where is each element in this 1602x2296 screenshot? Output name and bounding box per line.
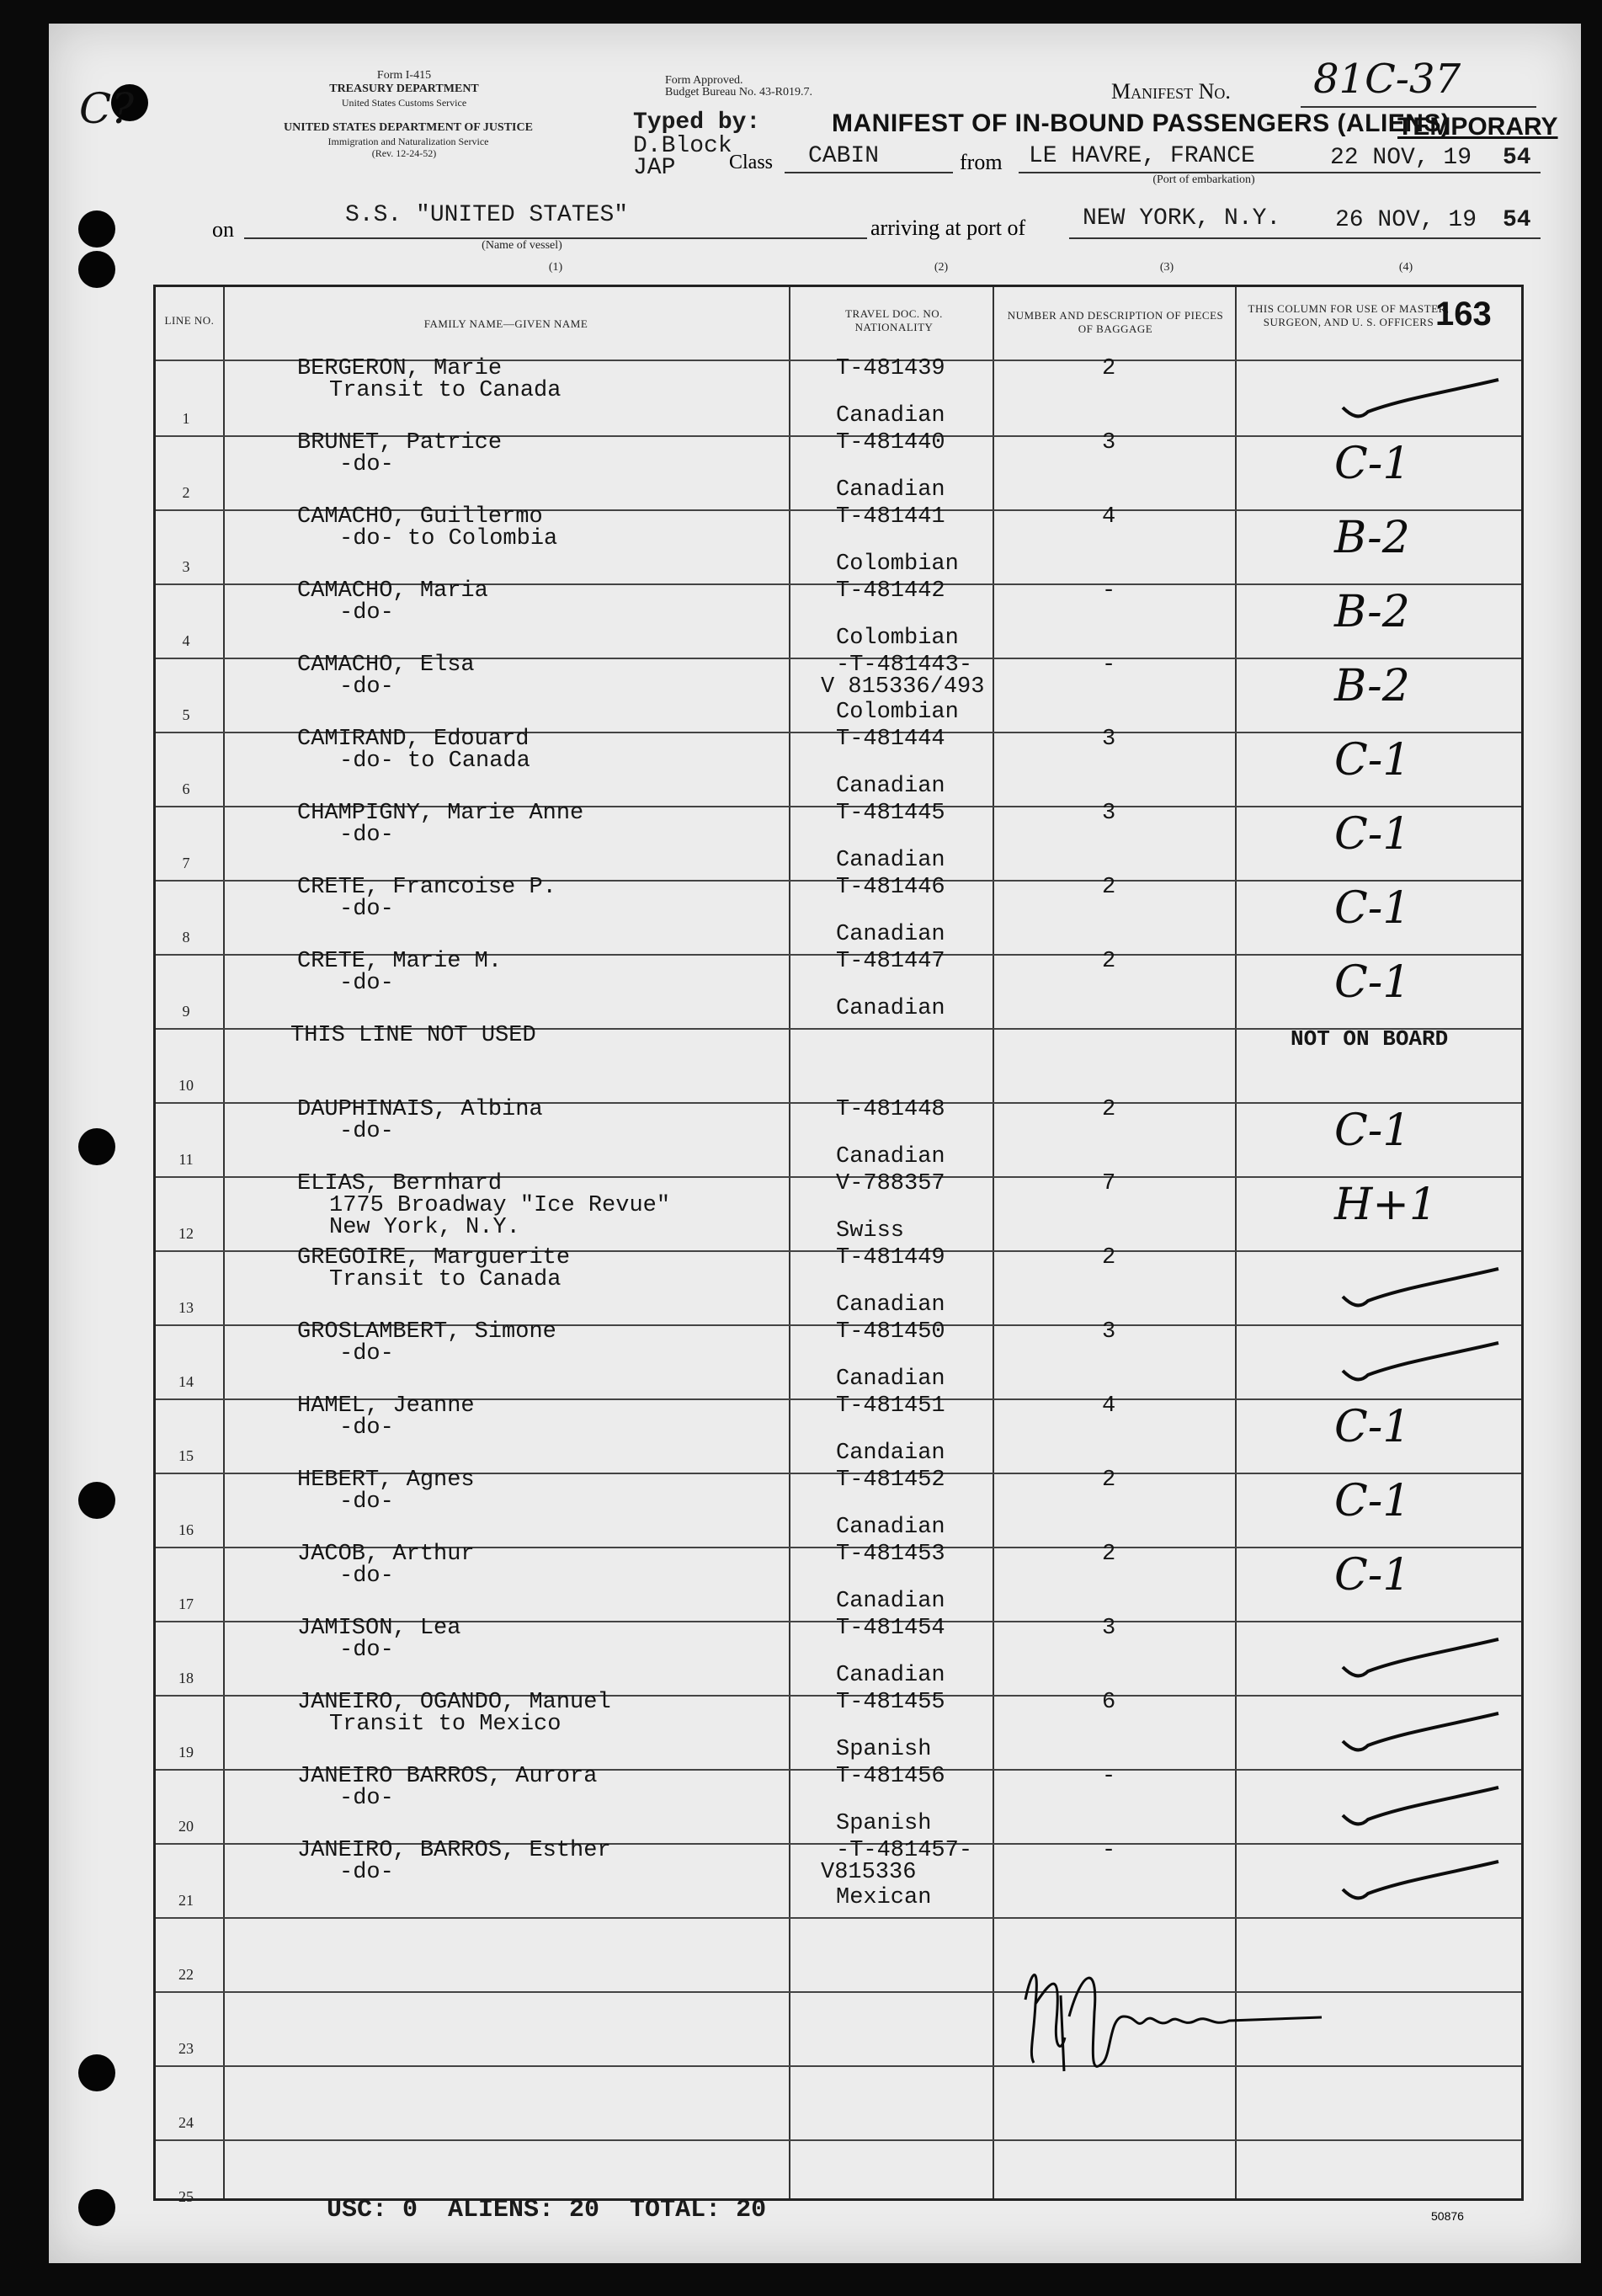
officer-mark: B-2 bbox=[1334, 587, 1410, 637]
baggage-count: 6 bbox=[1102, 1690, 1116, 1715]
passenger-name: JAMISON, Lea bbox=[297, 1616, 461, 1641]
col-num-4: (4) bbox=[1398, 261, 1413, 274]
arrival-year: 54 bbox=[1503, 207, 1531, 233]
passenger-name: CAMACHO, Maria bbox=[297, 578, 488, 604]
passenger-name: DAUPHINAIS, Albina bbox=[297, 1097, 543, 1122]
baggage-count: 3 bbox=[1102, 801, 1116, 826]
passenger-name: CRETE, Marie M. bbox=[297, 949, 503, 974]
baggage-count: 4 bbox=[1102, 1393, 1116, 1419]
passenger-name: CRETE, Francoise P. bbox=[297, 875, 556, 900]
passenger-note: Transit to Mexico bbox=[329, 1712, 561, 1737]
travel-doc-number: T-481447 bbox=[836, 949, 945, 974]
travel-doc-number: T-481449 bbox=[836, 1245, 945, 1271]
baggage-count: 3 bbox=[1102, 430, 1116, 455]
travel-doc-number: T-481441 bbox=[836, 504, 945, 530]
nationality: Canadian bbox=[836, 848, 945, 873]
passenger-name: HEBERT, Agnes bbox=[297, 1468, 475, 1493]
passenger-name: CAMIRAND, Edouard bbox=[297, 727, 530, 752]
nationality: Mexican bbox=[836, 1885, 932, 1910]
nationality: Colombian bbox=[836, 700, 959, 725]
travel-doc-number: -T-481457- bbox=[836, 1838, 973, 1863]
vessel-name: S.S. "UNITED STATES" bbox=[345, 202, 629, 228]
baggage-count: - bbox=[1102, 1764, 1116, 1789]
nationality: Canadian bbox=[836, 1144, 945, 1169]
travel-doc-number: T-481448 bbox=[836, 1097, 945, 1122]
baggage-count: 2 bbox=[1102, 1468, 1116, 1493]
col-header-officers: THIS COLUMN FOR USE OF MASTER, SURGEON, AND U. S. OFFICERS bbox=[1248, 302, 1450, 328]
line-number: 17 bbox=[178, 1595, 194, 1612]
ins-service: Immigration and Naturalization Service bbox=[327, 136, 489, 147]
baggage-count: - bbox=[1102, 578, 1116, 604]
form-number: Form I-415 bbox=[376, 69, 432, 82]
col-header-doc: TRAVEL DOC. NO. NATIONALITY bbox=[845, 307, 943, 333]
baggage-count: 3 bbox=[1102, 1319, 1116, 1345]
officer-mark: C-1 bbox=[1334, 809, 1411, 860]
officer-mark: B-2 bbox=[1334, 513, 1410, 563]
line-number: 5 bbox=[182, 706, 190, 723]
check-mark-icon bbox=[1334, 370, 1503, 429]
check-mark-icon bbox=[1334, 1629, 1503, 1688]
budget-bureau: Budget Bureau No. 43-R019.7. bbox=[665, 86, 812, 99]
officer-mark: H+1 bbox=[1334, 1180, 1438, 1230]
line-number: 25 bbox=[178, 2188, 194, 2205]
line-number: 4 bbox=[182, 632, 190, 649]
print-code: 50876 bbox=[1431, 2209, 1464, 2223]
passenger-name: GROSLAMBERT, Simone bbox=[297, 1319, 556, 1345]
punch-hole bbox=[78, 210, 115, 248]
baggage-count: 2 bbox=[1102, 356, 1116, 381]
on-label: on bbox=[212, 217, 234, 242]
officer-mark: C-1 bbox=[1334, 883, 1411, 934]
line-number: 22 bbox=[178, 1966, 194, 1983]
travel-doc-number: T-481440 bbox=[836, 430, 945, 455]
passenger-note: Transit to Canada bbox=[329, 378, 561, 403]
nationality: Canadian bbox=[836, 774, 945, 799]
travel-doc-number: T-481445 bbox=[836, 801, 945, 826]
travel-doc-number: -T-481443- bbox=[836, 653, 973, 678]
passenger-name: HAMEL, Jeanne bbox=[297, 1393, 475, 1419]
arrival-underline bbox=[1069, 237, 1541, 239]
officer-mark: C-1 bbox=[1334, 735, 1411, 786]
baggage-count: - bbox=[1102, 653, 1116, 678]
passenger-note: -do- bbox=[339, 971, 394, 996]
passenger-name: CAMACHO, Guillermo bbox=[297, 504, 543, 530]
line-number: 13 bbox=[178, 1299, 194, 1316]
form-revision: (Rev. 12-24-52) bbox=[371, 147, 437, 159]
arrival-port: NEW YORK, N.Y. bbox=[1083, 205, 1281, 232]
nationality: Canadian bbox=[836, 922, 945, 947]
baggage-count: 2 bbox=[1102, 1245, 1116, 1271]
check-mark-icon bbox=[1334, 1259, 1503, 1318]
arriving-label: arriving at port of bbox=[870, 216, 1026, 240]
passenger-name: JANEIRO BARROS, Aurora bbox=[297, 1764, 598, 1789]
nationality: Canadian bbox=[836, 403, 945, 429]
passenger-note: -do- bbox=[339, 1119, 394, 1144]
nationality: Canadian bbox=[836, 1663, 945, 1688]
customs-service: United States Customs Service bbox=[341, 97, 467, 109]
port-embarkation-caption: (Port of embarkation) bbox=[1152, 173, 1255, 186]
line-number: 1 bbox=[182, 410, 190, 427]
justice-dept: UNITED STATES DEPARTMENT OF JUSTICE bbox=[284, 121, 533, 134]
officer-mark: C-1 bbox=[1334, 1476, 1411, 1526]
col-divider bbox=[789, 287, 790, 2198]
passenger-name: JANEIRO, BARROS, Esther bbox=[297, 1838, 611, 1863]
nationality: Canadian bbox=[836, 1589, 945, 1614]
passenger-note: -do- to Canada bbox=[339, 748, 530, 774]
nationality: Swiss bbox=[836, 1218, 905, 1244]
passenger-note: -do- bbox=[339, 674, 394, 700]
vessel-caption: (Name of vessel) bbox=[482, 239, 562, 252]
line-number: 11 bbox=[178, 1151, 194, 1168]
signature-text: W. J. Mason bbox=[1313, 2063, 1318, 2064]
travel-doc-number: T-481444 bbox=[836, 727, 945, 752]
nationality: Colombian bbox=[836, 551, 959, 577]
line-number: 14 bbox=[178, 1373, 194, 1390]
passenger-name: CHAMPIGNY, Marie Anne bbox=[297, 801, 584, 826]
col-divider bbox=[223, 287, 225, 2198]
embarkation-year: 54 bbox=[1503, 145, 1531, 171]
line-number: 16 bbox=[178, 1521, 194, 1538]
nationality: Canadian bbox=[836, 477, 945, 503]
check-mark-icon bbox=[1334, 1777, 1503, 1836]
passenger-note: -do- bbox=[339, 1415, 394, 1441]
passenger-name: JANEIRO, OGANDO, Manuel bbox=[297, 1690, 611, 1715]
baggage-count: 2 bbox=[1102, 949, 1116, 974]
col-num-1: (1) bbox=[548, 261, 563, 274]
col-header-name: FAMILY NAME—GIVEN NAME bbox=[423, 317, 588, 330]
punch-hole bbox=[78, 1128, 115, 1165]
nationality: Canadian bbox=[836, 1366, 945, 1392]
line-number: 12 bbox=[178, 1225, 194, 1242]
passenger-table bbox=[153, 285, 1524, 2205]
officer-remark: NOT ON BOARD bbox=[1291, 1026, 1449, 1052]
line-number: 20 bbox=[178, 1818, 194, 1835]
travel-doc-number: V-788357 bbox=[836, 1171, 945, 1196]
punch-hole bbox=[78, 2189, 115, 2226]
travel-doc-number: T-481439 bbox=[836, 356, 945, 381]
passenger-note: -do- bbox=[339, 823, 394, 848]
baggage-count: - bbox=[1102, 1838, 1116, 1863]
form-approved: Form Approved. bbox=[665, 74, 743, 87]
manifest-no-label: Manifest No. bbox=[1111, 79, 1231, 104]
baggage-count: 3 bbox=[1102, 727, 1116, 752]
officer-mark: C-1 bbox=[1334, 439, 1411, 489]
embarkation-date: 22 NOV, 19 bbox=[1330, 145, 1472, 171]
baggage-count: 7 bbox=[1102, 1171, 1116, 1196]
passenger-note: 1775 Broadway "Ice Revue" bbox=[329, 1193, 671, 1218]
officer-mark: C-1 bbox=[1334, 957, 1411, 1008]
passenger-note: -do- bbox=[339, 1786, 394, 1811]
travel-doc-number-2: V 815336/493 bbox=[821, 674, 985, 700]
line-number: 6 bbox=[182, 780, 190, 797]
passenger-note: -do- bbox=[339, 1489, 394, 1515]
embarkation-port: LE HAVRE, FRANCE bbox=[1029, 143, 1255, 169]
col-header-baggage: NUMBER AND DESCRIPTION OF PIECES OF BAGGAGE bbox=[1007, 309, 1224, 335]
manifest-number: 81C-37 bbox=[1313, 56, 1461, 103]
line-number: 8 bbox=[182, 929, 190, 946]
treasury-dept: TREASURY DEPARTMENT bbox=[329, 83, 479, 95]
officer-mark: C-1 bbox=[1334, 1402, 1411, 1452]
class-label: Class bbox=[729, 152, 774, 173]
travel-doc-number: T-481452 bbox=[836, 1468, 945, 1493]
col-divider bbox=[993, 287, 994, 2198]
typed-by-initials: D.Block bbox=[633, 133, 732, 159]
passenger-name: CAMACHO, Elsa bbox=[297, 653, 475, 678]
passenger-note: -do- bbox=[339, 600, 394, 626]
officer-mark: C-1 bbox=[1334, 1105, 1411, 1156]
row-divider bbox=[156, 2139, 1521, 2141]
passenger-note: -do- to Colombia bbox=[339, 526, 558, 551]
manifest-no-underline bbox=[1301, 106, 1536, 108]
totals-line: USC: 0 ALIENS: 20 TOTAL: 20 bbox=[327, 2196, 767, 2224]
passenger-name: BRUNET, Patrice bbox=[297, 430, 503, 455]
check-mark-icon bbox=[1334, 1851, 1503, 1910]
nationality: Spanish bbox=[836, 1811, 932, 1836]
class-value: CABIN bbox=[808, 143, 880, 169]
officer-mark: C-1 bbox=[1334, 1550, 1411, 1601]
passenger-name: THIS LINE NOT USED bbox=[290, 1023, 536, 1048]
baggage-count: 2 bbox=[1102, 875, 1116, 900]
line-number: 10 bbox=[178, 1077, 194, 1094]
arrival-date: 26 NOV, 19 bbox=[1335, 207, 1477, 233]
temporary-stamp: TEMPORARY bbox=[1397, 113, 1558, 141]
page-number: 163 bbox=[1435, 296, 1492, 333]
travel-doc-number: T-481455 bbox=[836, 1690, 945, 1715]
travel-doc-number: T-481442 bbox=[836, 578, 945, 604]
passenger-note-2: New York, N.Y. bbox=[329, 1215, 520, 1240]
baggage-count: 3 bbox=[1102, 1616, 1116, 1641]
punch-hole bbox=[78, 2054, 115, 2091]
col-num-2: (2) bbox=[934, 261, 949, 274]
line-number: 24 bbox=[178, 2114, 194, 2131]
typed-by-initials-2: JAP bbox=[633, 155, 676, 181]
row-divider bbox=[156, 1917, 1521, 1919]
line-number: 15 bbox=[178, 1447, 194, 1464]
check-mark-icon bbox=[1334, 1703, 1503, 1762]
corner-handwritten-mark: C? bbox=[79, 84, 135, 133]
line-number: 21 bbox=[178, 1892, 194, 1909]
passenger-note: -do- bbox=[339, 1638, 394, 1663]
line-number: 7 bbox=[182, 855, 190, 871]
travel-doc-number-2: V815336 bbox=[821, 1860, 917, 1885]
passenger-note: -do- bbox=[339, 452, 394, 477]
travel-doc-number: T-481450 bbox=[836, 1319, 945, 1345]
passenger-note: -do- bbox=[339, 1341, 394, 1366]
col-num-3: (3) bbox=[1159, 261, 1174, 274]
line-number: 18 bbox=[178, 1670, 194, 1686]
travel-doc-number: T-481451 bbox=[836, 1393, 945, 1419]
line-number: 3 bbox=[182, 558, 190, 575]
passenger-name: GREGOIRE, Marguerite bbox=[297, 1245, 571, 1271]
nationality: Canadian bbox=[836, 1292, 945, 1318]
nationality: Canadian bbox=[836, 1515, 945, 1540]
manifest-title: MANIFEST OF IN-BOUND PASSENGERS (ALIENS) bbox=[832, 109, 1450, 137]
passenger-name: BERGERON, Marie bbox=[297, 356, 503, 381]
passenger-name: JACOB, Arthur bbox=[297, 1542, 475, 1567]
passenger-note: Transit to Canada bbox=[329, 1267, 561, 1292]
baggage-count: 2 bbox=[1102, 1097, 1116, 1122]
passenger-note: -do- bbox=[339, 1564, 394, 1589]
from-label: from bbox=[960, 150, 1003, 174]
passenger-note: -do- bbox=[339, 1860, 394, 1885]
travel-doc-number: T-481446 bbox=[836, 875, 945, 900]
nationality: Canadian bbox=[836, 996, 945, 1021]
nationality: Spanish bbox=[836, 1737, 932, 1762]
travel-doc-number: T-481456 bbox=[836, 1764, 945, 1789]
nationality: Candaian bbox=[836, 1441, 945, 1466]
line-number: 2 bbox=[182, 484, 190, 501]
line-number: 9 bbox=[182, 1003, 190, 1020]
nationality: Colombian bbox=[836, 626, 959, 651]
col-divider bbox=[1235, 287, 1237, 2198]
travel-doc-number: T-481454 bbox=[836, 1616, 945, 1641]
class-underline bbox=[785, 172, 953, 173]
line-number: 23 bbox=[178, 2040, 194, 2057]
line-number: 19 bbox=[178, 1744, 194, 1761]
typed-by-label: Typed by: bbox=[633, 109, 761, 136]
baggage-count: 2 bbox=[1102, 1542, 1116, 1567]
travel-doc-number: T-481453 bbox=[836, 1542, 945, 1567]
passenger-note: -do- bbox=[339, 897, 394, 922]
check-mark-icon bbox=[1334, 1333, 1503, 1392]
officer-signature bbox=[1010, 1936, 1330, 2080]
passenger-name: ELIAS, Bernhard bbox=[297, 1171, 503, 1196]
baggage-count: 4 bbox=[1102, 504, 1116, 530]
punch-hole bbox=[78, 251, 115, 288]
punch-hole bbox=[78, 1482, 115, 1519]
col-header-line: LINE NO. bbox=[164, 314, 215, 327]
officer-mark: B-2 bbox=[1334, 661, 1410, 711]
